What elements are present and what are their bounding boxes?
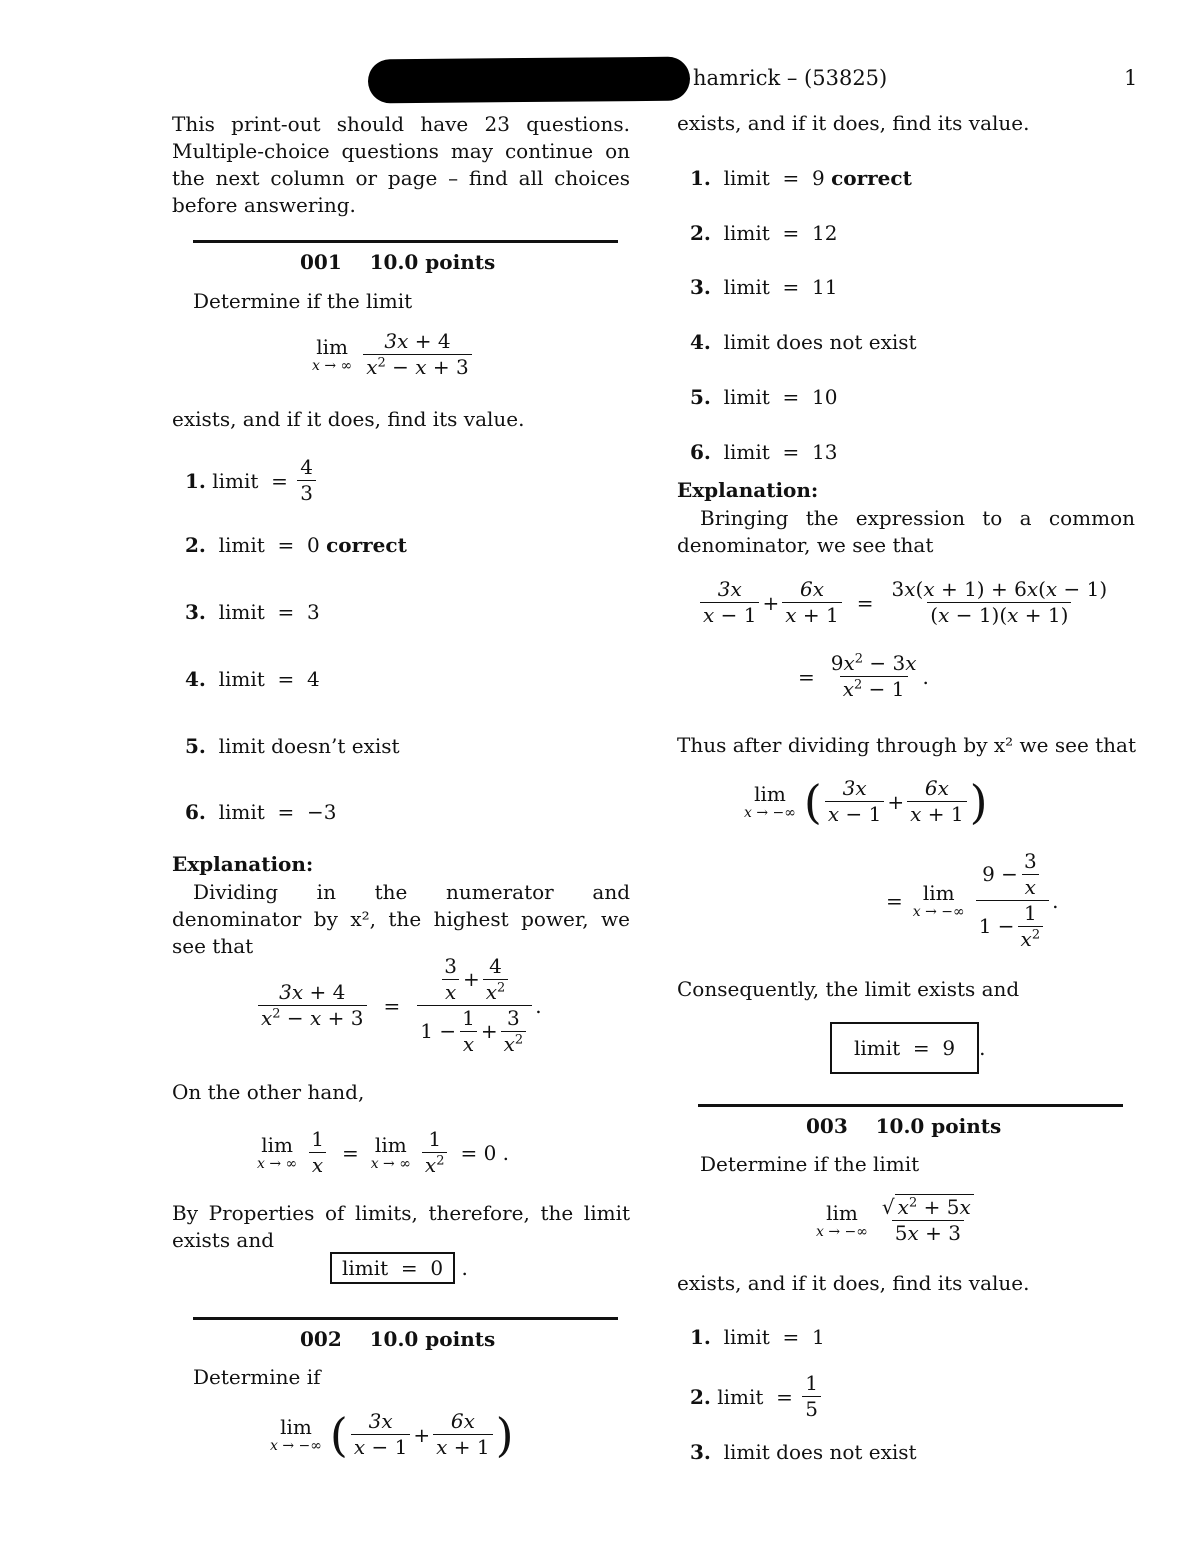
redaction-mark [368,57,690,104]
q2-limit-divided: = lim x → −∞ 9 − $\frac{3}{x}$ 1 − $\frac{1}{x^2}$ . [886,849,1059,951]
q3-number: 003 [806,1114,848,1138]
q2-answer-box: limit = 9 . [830,1022,985,1074]
correct-tag: correct [326,533,407,557]
q1-choice-2[interactable]: 2. limit = 0 correct [185,533,407,557]
q2-explanation-1: Bringing the expression to a common denominator, we see that [677,506,1135,557]
q3-prompt: Determine if the limit [700,1152,920,1176]
q3-choice-2[interactable]: 2. limit = $\frac{1}{5}$ [690,1372,824,1421]
q2-choice-1[interactable]: 1. limit = 9 correct [690,166,912,190]
q2-points: 10.0 points [369,1327,496,1351]
q1-division-equation: $\frac{3x + 4}{x^2 - x + 3}$ = $\frac{3}{x}$ + $\frac{4}{x^2}$ 1 − $\frac{1}{x}$ + $\frac{3}{x^2}$ . [255,955,542,1056]
q2-explanation-title: Explanation: [677,478,819,502]
q1-number: 001 [300,250,342,274]
q1-choice-5[interactable]: 5. limit doesn’t exist [185,734,400,758]
q2-explanation-3: Consequently, the limit exists and [677,977,1020,1001]
q3-points: 10.0 points [875,1114,1002,1138]
q2-choice-6[interactable]: 6. limit = 13 [690,440,838,464]
q1-answer-box: limit = 0 . [330,1252,468,1284]
q2-choice-3[interactable]: 3. limit = 11 [690,275,838,299]
q2-prompt: Determine if [193,1365,321,1389]
q1-explanation-2: On the other hand, [172,1080,365,1104]
header-title: hamrick – (53825) [693,66,888,90]
q3-choice-3[interactable]: 3. limit does not exist [690,1440,917,1464]
q1-choice-4[interactable]: 4. limit = 4 [185,667,320,691]
q1-points: 10.0 points [369,250,496,274]
q3-limit-expression: lim x → −∞ $\frac{√ x^2 + 5x}{5x + 3}$ [816,1196,980,1245]
page-number: 1 [1124,66,1138,90]
correct-tag: correct [831,166,912,190]
q1-heading [300,250,495,274]
q1-explanation-1: Dividing in the numerator and denominator by x², the highest power, we see that [172,880,630,958]
q2-number: 002 [300,1327,342,1351]
q1-rule [193,240,618,243]
q1-explanation-3: By Properties of limits, therefore, the limit exists and [172,1201,630,1252]
q2-limit-expression: lim x → −∞ ( $\frac{3x}{x - 1}$ + $\frac{6x}{x + 1}$ ) [270,1407,514,1462]
q1-choice-6[interactable]: 6. limit = −3 [185,800,337,824]
q2-limit-restated: lim x → −∞ ( $\frac{3x}{x - 1}$ + $\frac{6x}{x + 1}$ ) [744,774,988,829]
q2-choice-2[interactable]: 2. limit = 12 [690,221,838,245]
q2-choice-4[interactable]: 4. limit does not exist [690,330,917,354]
q3-tail: exists, and if it does, find its value. [677,1271,1030,1295]
q2-simplified-equation: = $\frac{9x^2 - 3x}{x^2 - 1}$ . [798,651,929,701]
intro-text: This print-out should have 23 questions. Multiple-choice questions may continue on the next column or page – find all choices before answering. [172,112,630,217]
q2-rule [193,1317,618,1320]
q3-choice-1[interactable]: 1. limit = 1 [690,1325,825,1349]
q2-heading [300,1327,495,1351]
q2-choice-5[interactable]: 5. limit = 10 [690,385,838,409]
q1-tail: exists, and if it does, find its value. [172,407,525,431]
q3-heading [806,1114,1001,1138]
q1-explanation-title: Explanation: [172,852,314,876]
q2-common-denominator-equation: $\frac{3x}{x - 1}$ + $\frac{6x}{x + 1}$ = $\frac{3x(x + 1) + 6x(x - 1)}{(x - 1)(x + 1)}$ [697,578,1113,627]
q2-tail: exists, and if it does, find its value. [677,111,1030,135]
q3-rule [698,1104,1123,1107]
q1-choice-3[interactable]: 3. limit = 3 [185,600,320,624]
q2-explanation-2: Thus after dividing through by x² we see that [677,733,1137,757]
q1-limits-equation: lim x → ∞ $\frac{1}{x}$ = lim x → ∞ $\frac{1}{x^2}$ = 0 . [257,1127,510,1177]
q1-limit-expression: lim x → ∞ $\frac{3x + 4}{x^2 - x + 3}$ [312,330,475,379]
q1-prompt: Determine if the limit [193,289,413,313]
q1-choice-1[interactable]: 1. limit = $\frac{4}{3}$ [185,456,319,505]
